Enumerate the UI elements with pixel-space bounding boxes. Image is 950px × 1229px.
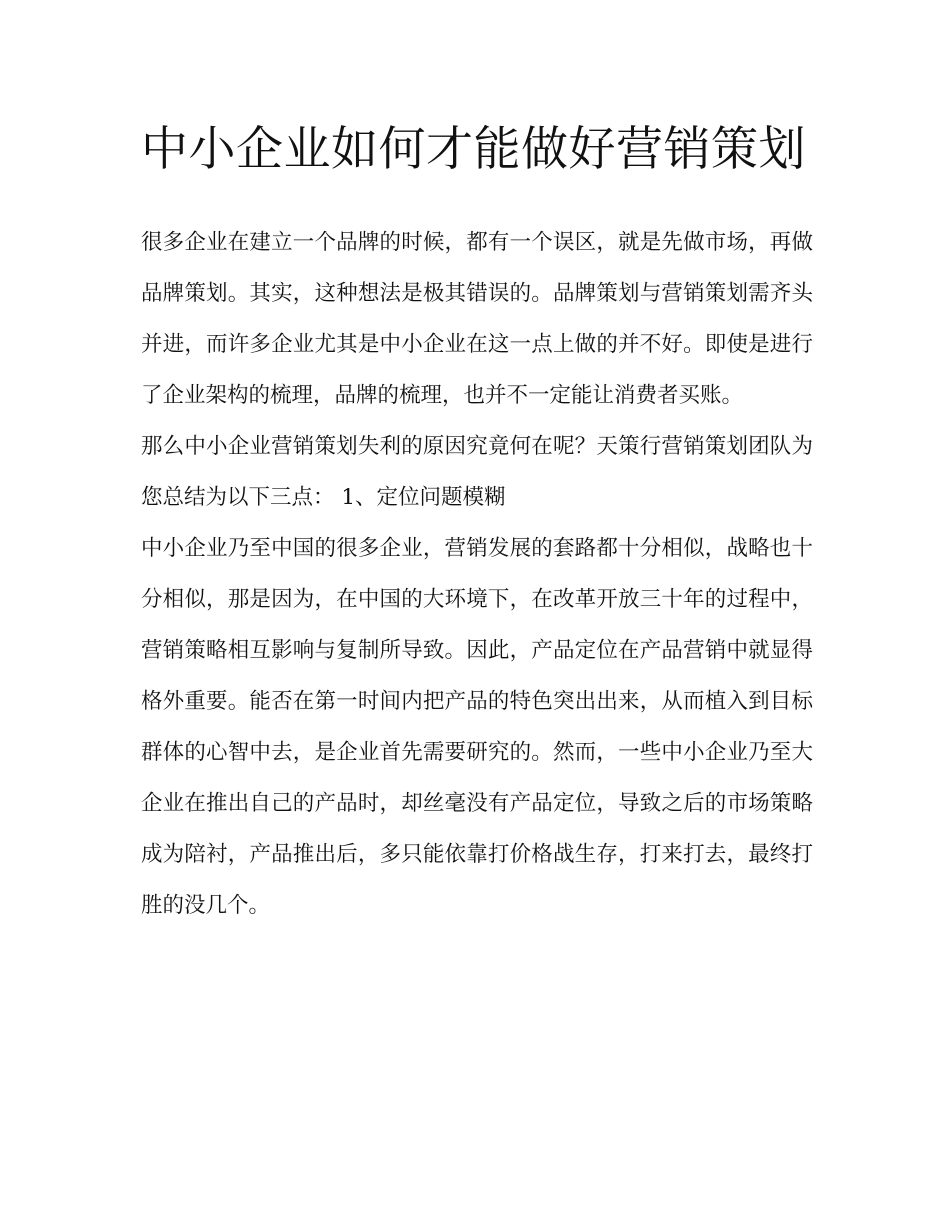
paragraph-positioning: 中小企业乃至中国的很多企业，营销发展的套路都十分相似，战略也十分相似，那是因为，在中国的大环境下，在改革开放三十年的过程中，营销策略相互影响与复制所导致。因此，产品定位在产品营销中就显得格外重要。能否在第一时间内把产品的特色突出出来，从而植入到目标群体的心智中去，是企业首先需要研究的。然而，一些中小企业乃至大企业在推出自己的产品时，却丝毫没有产品定位，导致之后的市场策略成为陪衬，产品推出后，多只能依靠打价格战生存，打来打去，最终打胜的没几个。 (141, 536, 813, 918)
document-title: 中小企业如何才能做好营销策划 (141, 122, 806, 177)
paragraph-question: 那么中小企业营销策划失利的原因究竟何在呢？天策行营销策划团队为您总结为以下三点： 1、定位问题模糊 (141, 434, 813, 510)
paragraph-intro: 很多企业在建立一个品牌的时候，都有一个误区，就是先做市场，再做品牌策划。其实，这种想法是极其错误的。品牌策划与营销策划需齐头并进，而许多企业尤其是中小企业在这一点上做的并不好。即使是进行了企业架构的梳理，品牌的梳理，也并不一定能让消费者买账。 (141, 230, 813, 408)
document-body (141, 112, 813, 931)
paragraph-list (141, 217, 813, 931)
